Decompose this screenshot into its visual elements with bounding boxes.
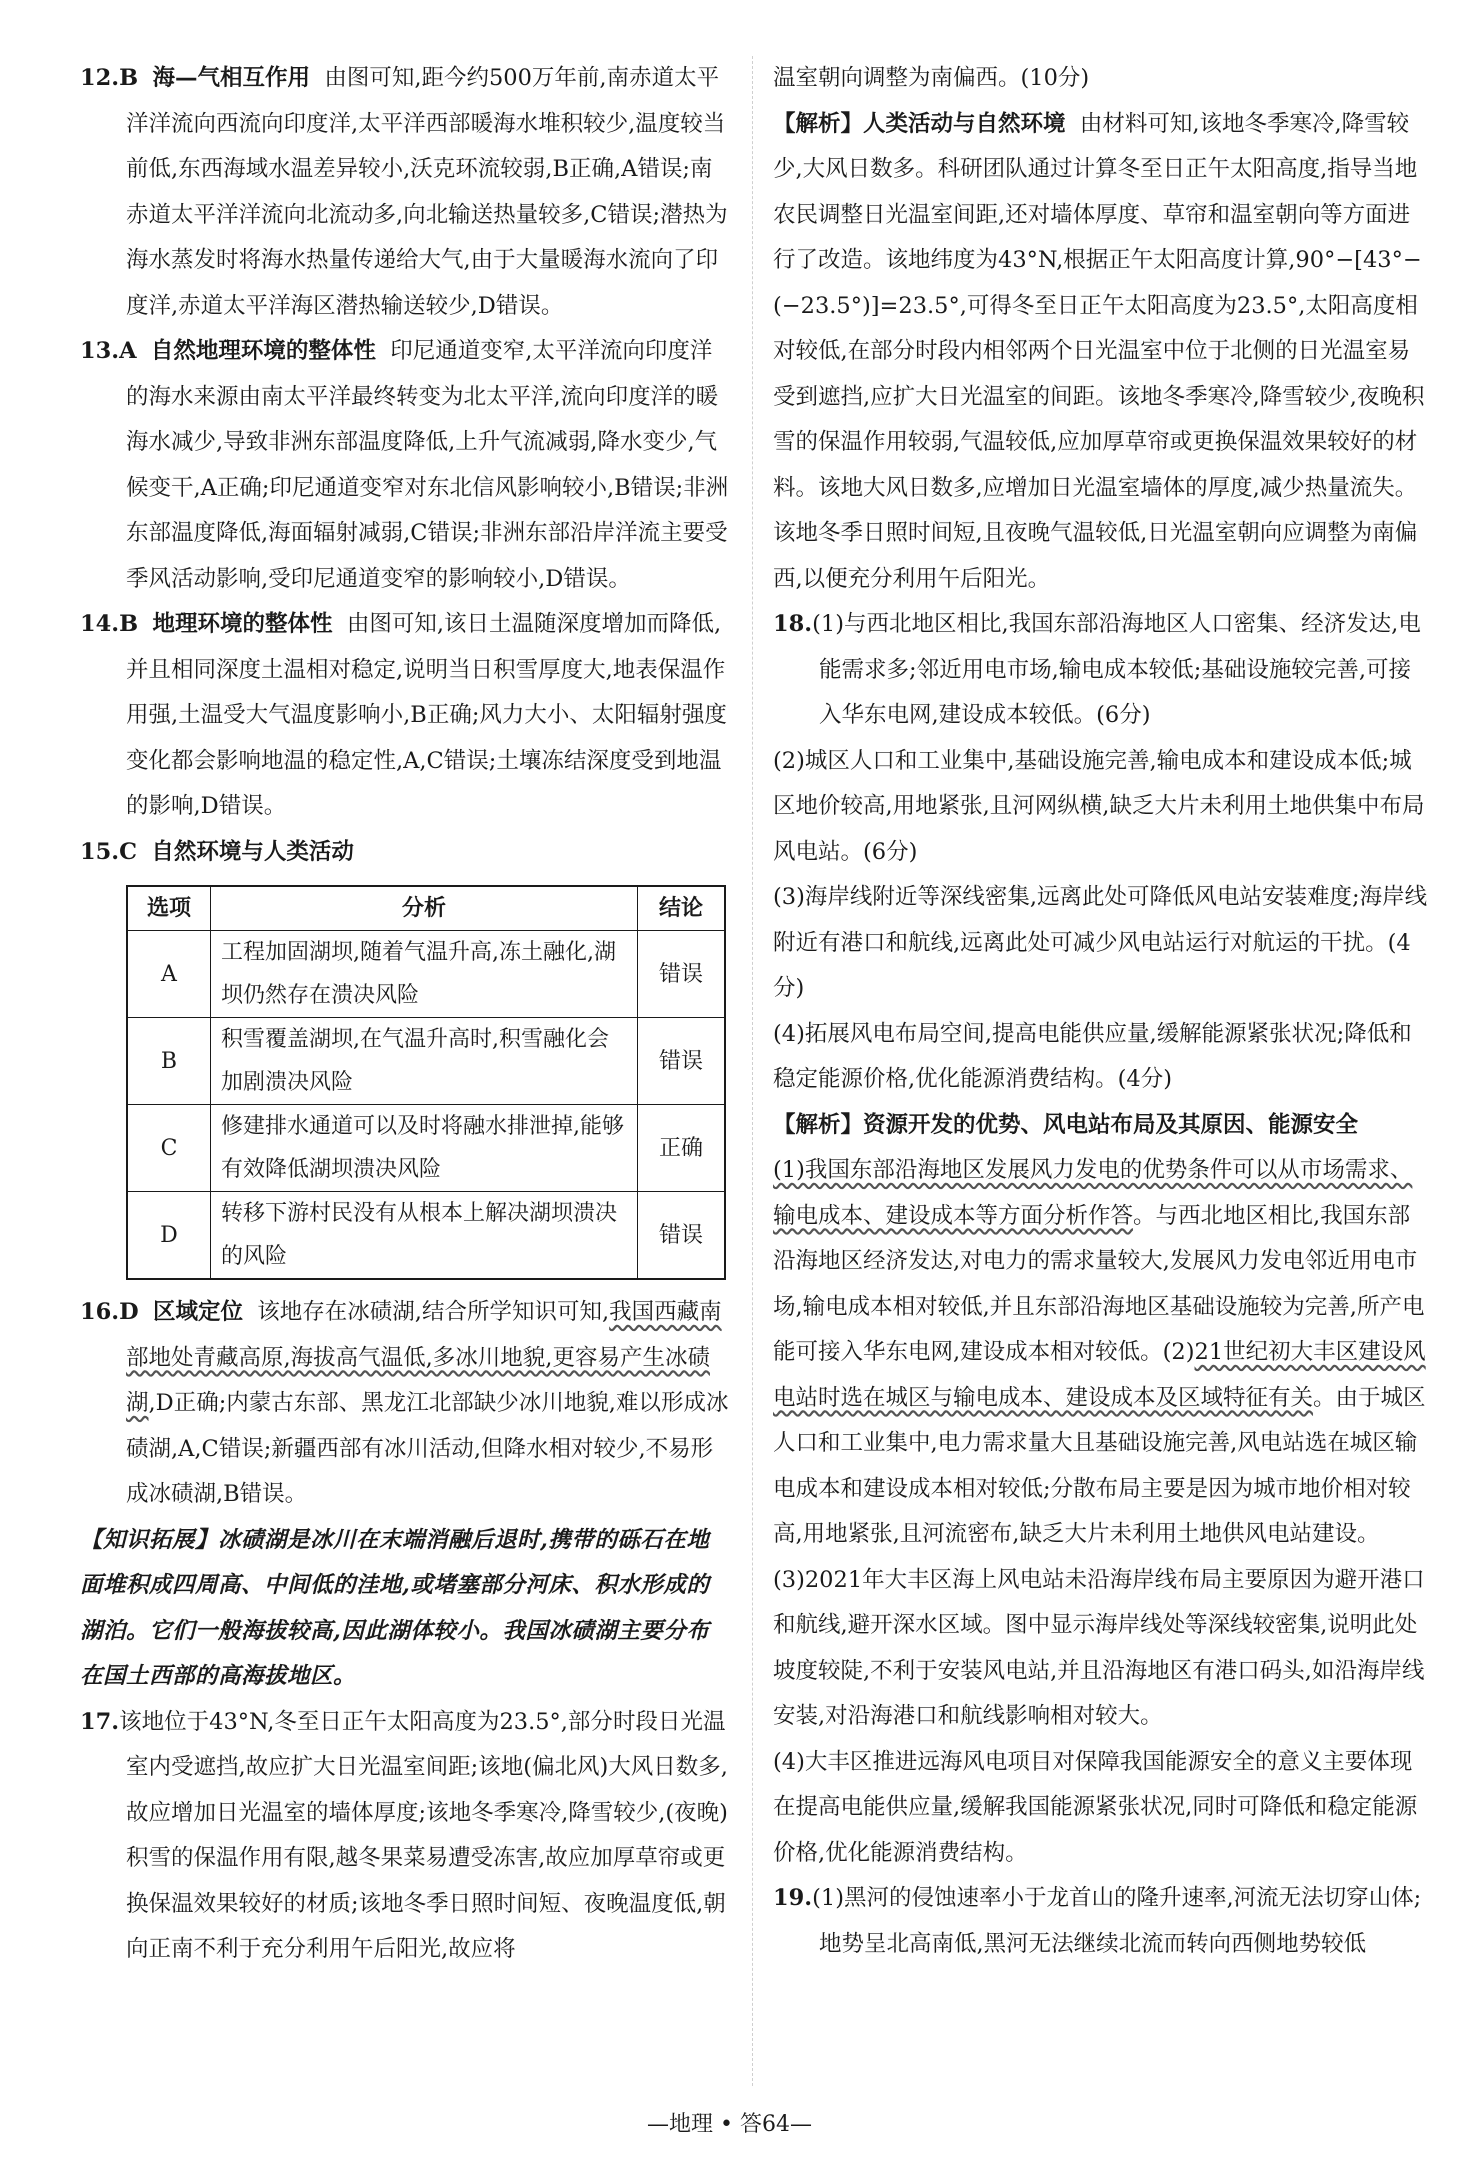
topic-tag: 自然地理环境的整体性 [150,338,376,364]
analysis-18-part-4: (4)大丰区推进远海风电项目对保障我国能源安全的意义主要体现在提高电能供应量,缓解我国能源紧张状况,同时可降低和稳定能源价格,优化能源消费结构。 [773,1748,1418,1866]
topic-tag: 地理环境的整体性 [152,611,333,637]
table-row: D 转移下游村民没有从根本上解决湖坝溃决的风险 错误 [127,1192,725,1280]
topic-tag: 区域定位 [152,1299,243,1325]
analysis-18-part-3: (3)2021年大丰区海上风电站未沿海岸线布局主要原因为避开港口和航线,避开深水区域。图中显示海岸线处等深线较密集,说明此处坡度较陡,不利于安装风电站,并且沿海地区有港口码头,如沿海岸线安装,对沿海港口和航线影响相对较大。 [773,1566,1425,1729]
answer-18-part-3: (3)海岸线附近等深线密集,远离此处可降低风电站安装难度;海岸线附近有港口和航线,远离此处可减少风电站运行对航运的干扰。(4分) [773,884,1428,1001]
page-footer: —地理 • 答64— [647,2112,812,2137]
answer-19: 19.(1)黑河的侵蚀速率小于龙首山的隆升速率,河流无法切穿山体;地势呈北高南低,黑河无法继续北流而转向西侧地势较低 [773,1885,1422,1957]
analysis-18-tag: 【解析】资源开发的优势、风电站布局及其原因、能源安全 [773,1111,1359,1138]
answer-18-part-2: (2)城区人口和工业集中,基础设施完善,输电成本和建设成本低;城区地价较高,用地紧张,且河网纵横,缺乏大片未利用土地供集中布局风电站。(6分) [773,747,1425,865]
handwritten-underline: (1)我国东部沿海地区发展风力发电的优势条件可以从市场需求、输电成本、建设成本等方面分析作答 [773,1157,1413,1229]
table-row: A 工程加固湖坝,随着气温升高,冻土融化,湖坝仍然存在溃决风险 错误 [127,931,725,1018]
answer-17-continued: 温室朝向调整为南偏西。(10分) [773,65,1090,91]
knowledge-extension: 【知识拓展】冰碛湖是冰川在末端消融后退时,携带的砾石在地面堆积成四周高、中间低的洼地,或堵塞部分河床、积水形成的湖泊。它们一般海拔较高,因此湖体较小。我国冰碛湖主要分布在国土西部的高海拔地区。 [80,1526,710,1689]
left-column [80,56,730,1973]
table-row: B 积雪覆盖湖坝,在气温升高时,积雪融化会加剧溃决风险 错误 [127,1018,725,1105]
answer-17: 17.该地位于43°N,冬至日正午太阳高度为23.5°,部分时段日光温室内受遮挡,故应扩大日光温室间距;该地(偏北风)大风日数多,故应增加日光温室的墙体厚度;该地冬季寒冷,降雪较少,(夜晚)积雪的保温作用有限,越冬果菜易遭受冻害,故应加厚草帘或更换保温效果较好的材质;该地冬季日照时间短、夜晚温度低,朝向正南不利于充分利用午后阳光,故应将 [80,1708,728,1962]
handwritten-underline: 我国西藏南部地处青藏高原,海拔高气温低,多冰川地貌,更容易产生冰碛湖 [126,1299,722,1416]
right-column [773,56,1428,1967]
table-header-row: 选项 分析 结论 [127,886,725,931]
analysis-table [126,885,726,1280]
analysis-18-part-1: (1)我国东部沿海地区发展风力发电的优势条件可以从市场需求、输电成本、建设成本等方面分析作答。与西北地区相比,我国东部沿海地区经济发达,对电力的需求量较大,发展风力发电邻近用电市场,输电成本相对较低,并且东部沿海地区基础设施较为完善,所产电能可接入华东电网,建设成本相对较低。(2)21世纪初大丰区建设风电站时选在城区与输电成本、建设成本及区域特征有关。由于城区人口和工业集中,电力需求量大且基础设施完善,风电站选在城区输电成本和建设成本相对较低;分散布局主要是因为城市地价相对较高,用地紧张,且河流密布,缺乏大片未利用土地供风电站建设。 [773,1157,1426,1547]
table-row: C 修建排水通道可以及时将融水排泄掉,能够有效降低湖坝溃决风险 正确 [127,1105,725,1192]
answer-13: 13.A 自然地理环境的整体性 印尼通道变窄,太平洋流向印度洋的海水来源由南太平洋最终转变为北太平洋,流向印度洋的暖海水减少,导致非洲东部温度降低,上升气流减弱,降水变少,气候变干,A正确;印尼通道变窄对东北信风影响较小,B错误;非洲东部温度降低,海面辐射减弱,C错误;非洲东部沿岸洋流主要受季风活动影响,受印尼通道变窄的影响较小,D错误。 [80,338,729,592]
answer-18: 18.(1)与西北地区相比,我国东部沿海地区人口密集、经济发达,电能需求多;邻近用电市场,输电成本较低;基础设施较完善,可接入华东电网,建设成本较低。(6分) [773,611,1421,728]
answer-12: 12.B 海—气相互作用 由图可知,距今约500万年前,南赤道太平洋洋流向西流向印度洋,太平洋西部暖海水堆积较少,温度较当前低,东西海域水温差异较小,沃克环流较弱,B正确,A错误;南赤道太平洋洋流向北流动多,向北输送热量较多,C错误;潜热为海水蒸发时将海水热量传递给大气,由于大量暖海水流向了印度洋,赤道太平洋海区潜热输送较少,D错误。 [80,65,728,319]
topic-tag: 自然环境与人类活动 [151,838,354,865]
answer-15: 15.C 自然环境与人类活动 [80,838,354,865]
answer-18-part-4: (4)拓展风电布局空间,提高电能供应量,缓解能源紧张状况;降低和稳定能源价格,优化能源消费结构。(4分) [773,1020,1412,1092]
column-divider [752,56,753,2086]
topic-tag: 海—气相互作用 [152,65,310,91]
handwritten-underline: 21世纪初大丰区建设风电站时选在城区与输电成本、建设成本及区域特征有关 [773,1339,1426,1411]
answer-14: 14.B 地理环境的整体性 由图可知,该日土温随深度增加而降低,并且相同深度土温相对稳定,说明当日积雪厚度大,地表保温作用强,土温受大气温度影响小,B正确;风力大小、太阳辐射强度变化都会影响地温的稳定性,A,C错误;土壤冻结深度受到地温的影响,D错误。 [80,611,727,819]
answer-16: 16.D 区域定位 该地存在冰碛湖,结合所学知识可知,我国西藏南部地处青藏高原,海拔高气温低,多冰川地貌,更容易产生冰碛湖,D正确;内蒙古东部、黑龙江北部缺少冰川地貌,难以形成冰碛湖,A,C错误;新疆西部有冰川活动,但降水相对较少,不易形成冰碛湖,B错误。 [80,1299,729,1507]
analysis-17: 【解析】人类活动与自然环境 由材料可知,该地冬季寒冷,降雪较少,大风日数多。科研团队通过计算冬至日正午太阳高度,指导当地农民调整日光温室间距,还对墙体厚度、草帘和温室朝向等方面进行了改造。该地纬度为43°N,根据正午太阳高度计算,90°−[43°−(−23.5°)]=23.5°,可得冬至日正午太阳高度为23.5°,太阳高度相对较低,在部分时段内相邻两个日光温室中位于北侧的日光温室易受到遮挡,应扩大日光温室的间距。该地冬季寒冷,降雪较少,夜晚积雪的保温作用较弱,气温较低,应加厚草帘或更换保温效果较好的材料。该地大风日数多,应增加日光温室墙体的厚度,减少热量流失。该地冬季日照时间短,且夜晚气温较低,日光温室朝向应调整为南偏西,以便充分利用午后阳光。 [773,110,1425,592]
